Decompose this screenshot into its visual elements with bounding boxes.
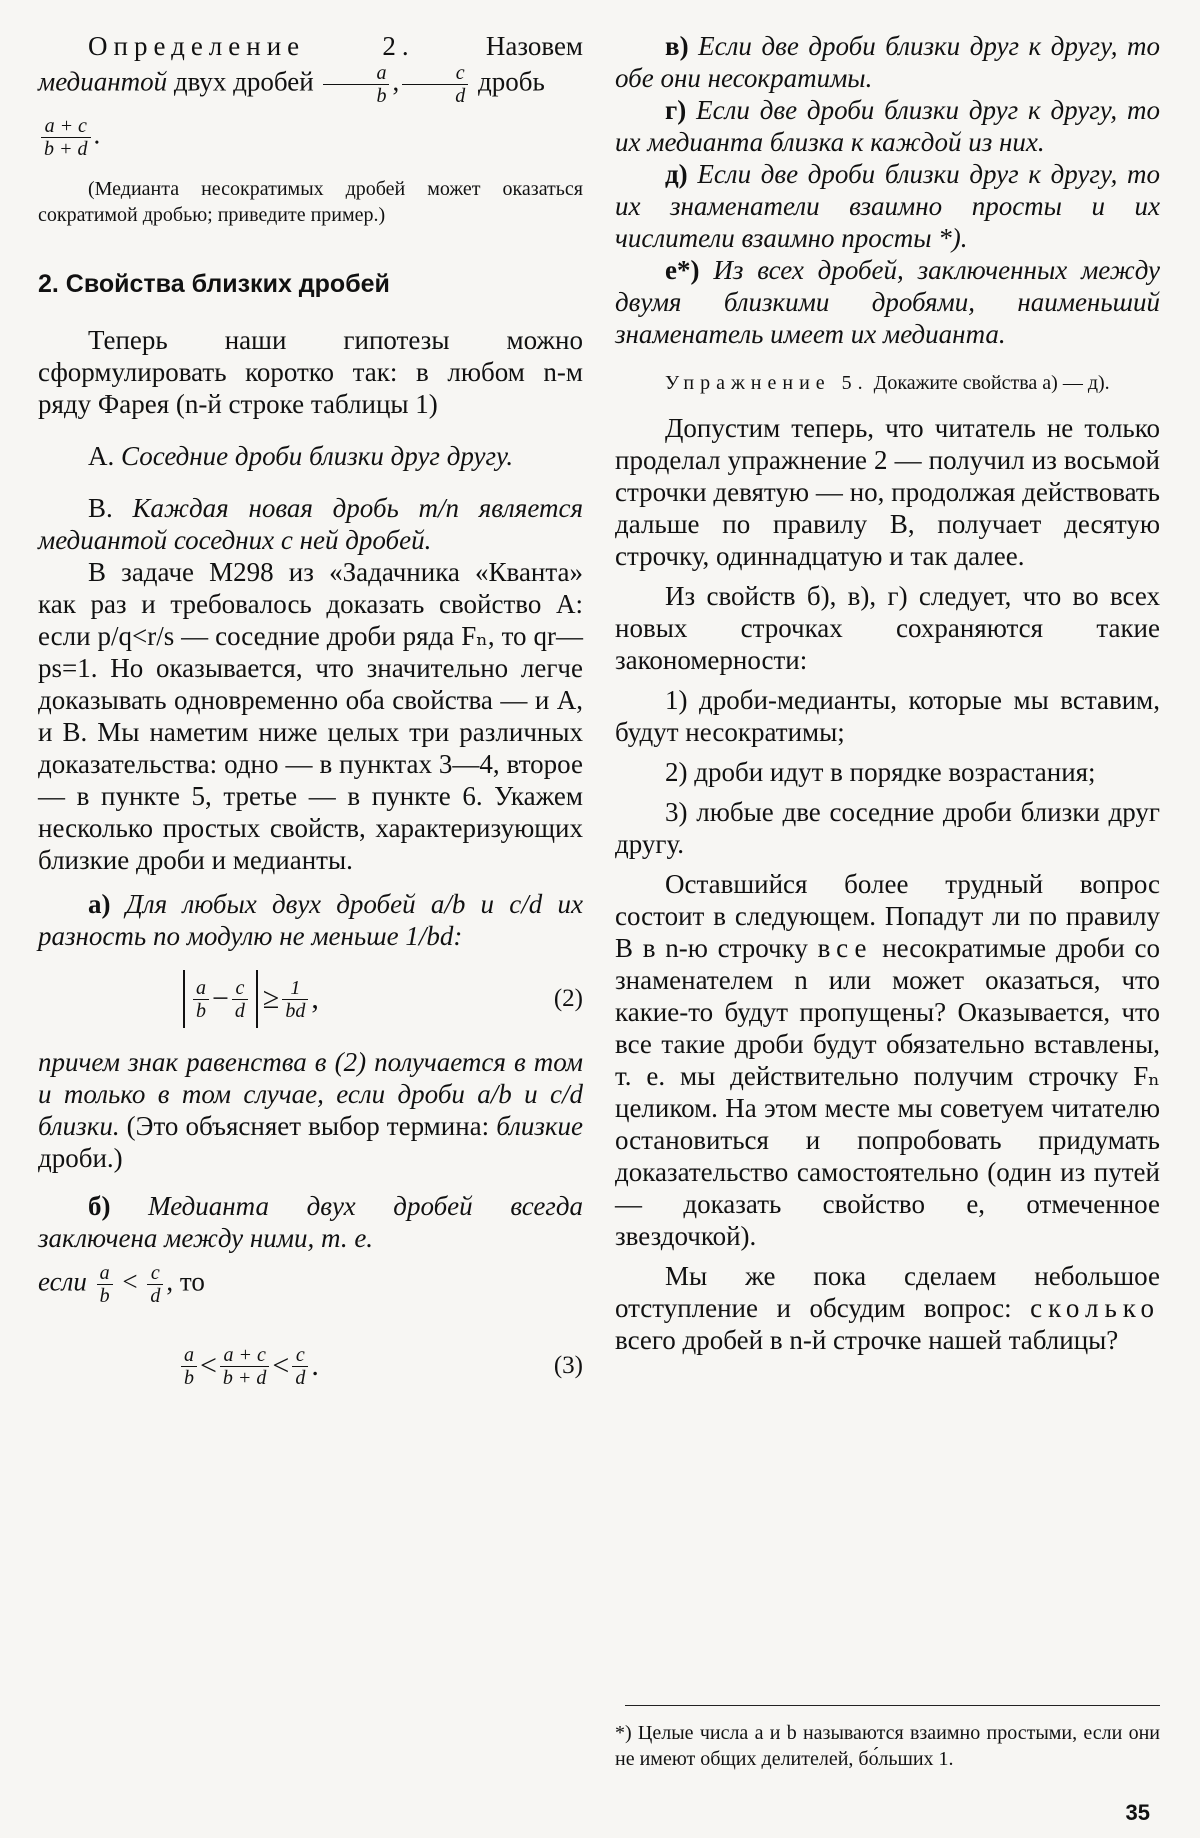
equation-number-2: (2) bbox=[553, 985, 583, 1012]
formula-2: $\frac{a}{b}$ − $\frac{c}{d}$ ≥ $\frac{1}{bd}$ , (2) bbox=[38, 964, 583, 1034]
item-e: е*) Из всех дробей, заключенных между двумя близкими дробями, наименьший знаменатель имеет их медианта. bbox=[615, 255, 1161, 349]
item-b-condition: если $\frac{a}{b}$ < $\frac{c}{d}$ , то bbox=[38, 1262, 205, 1307]
definition-term: медиантой bbox=[38, 66, 168, 97]
footnote: *) Целые числа a и b называются взаимно простыми, если они не имеют общих делителей, бо́льших 1. bbox=[615, 1722, 1160, 1770]
right-column bbox=[615, 30, 1160, 1356]
exercise-5: Упражнение 5. Докажите свойства а) — д). bbox=[665, 372, 1110, 394]
section-title: 2. Свойства близких дробей bbox=[38, 270, 390, 298]
problem-paragraph: В задаче М298 из «Задачника «Кванта» как раз и требовалось доказать свойство А: если p/q<r/s — соседние дроби ряда Fₙ, то qr—ps=1. Но оказывается, что значительно легче доказывать одновременно оба свойства — и А, и В. Мы наметим ниже целых три различных доказательства: одно — в пунктах 3—4, второе — в пункте 5, третье — в пункте 6. Укажем несколько простых свойств, характеризующих близкие дроби и медианты. bbox=[38, 557, 583, 875]
item-d: д) Если две дроби близки друг к другу, то их знаменатели взаимно просты и их числители взаимно просты *). bbox=[615, 159, 1160, 253]
page-number: 35 bbox=[1125, 1800, 1150, 1825]
list-item: 2) дроби идут в порядке возрастания; bbox=[665, 757, 1096, 787]
item-g: г) Если две дроби близки друг к другу, то их медианта близка к каждой из них. bbox=[615, 95, 1160, 157]
definition-paragraph: Определение 2. Назовем медиантой двух дробей $\frac{a}{b}$ , $\frac{c}{d}$ дробь bbox=[38, 31, 584, 107]
list-item: 3) любые две соседние дроби близки друг другу. bbox=[615, 797, 1160, 859]
definition-label: Определение 2. bbox=[88, 31, 415, 61]
formula-3: $\frac{a}{b}$ < $\frac{a + c}{b + d}$ < $\frac{c}{d}$ . (3) bbox=[38, 1331, 583, 1401]
property-A: А. Соседние дроби близки друг другу. bbox=[88, 441, 514, 471]
item-b: б) Медианта двух дробей всегда заключена между ними, т. е. bbox=[38, 1191, 584, 1253]
item-a-continued: причем знак равенства в (2) получается в том и только в том случае, если дроби a/b и c/d близки. (Это объясняет выбор термина: близкие дроби.) bbox=[38, 1047, 584, 1173]
paragraph-2: Из свойств б), в), г) следует, что во всех новых строчках сохраняются такие закономерности: bbox=[615, 581, 1160, 675]
intro-paragraph: Теперь наши гипотезы можно сформулировать коротко так: в любом n-м ряду Фарея (n-й строке таблицы 1) bbox=[38, 325, 583, 419]
item-a: а) Для любых двух дробей a/b и c/d их разность по модулю не меньше 1/bd: bbox=[38, 889, 583, 951]
left-column bbox=[38, 30, 583, 1401]
property-B: В. Каждая новая дробь m/n является медиантой соседних с ней дробей. bbox=[38, 493, 583, 555]
paragraph-3: Оставшийся более трудный вопрос состоит в следующем. Попадут ли по правилу В в n-ю строчку все несократимые дроби со знаменателем n или может оказаться, что какие-то будут пропущены? Оказывается, что все такие дроби будут обязательно вставлены, т. е. мы действительно получим строчку Fₙ целиком. На этом месте мы советуем читателю остановиться и попробовать придумать доказательство самостоятельно (один из путей — доказать свойство е, отмеченное звездочкой). bbox=[615, 869, 1161, 1251]
list-item: 1) дроби-медианты, которые мы вставим, будут несократимы; bbox=[615, 685, 1160, 747]
footnote-divider bbox=[625, 1705, 1160, 1706]
item-v: в) Если две дроби близки друг к другу, то обе они несократимы. bbox=[615, 31, 1161, 93]
paragraph-4: Мы же пока сделаем небольшое отступление и обсудим вопрос: сколько всего дробей в n-й строчке нашей таблицы? bbox=[615, 1261, 1161, 1355]
definition-note: (Медианта несократимых дробей может оказаться сократимой дробью; приведите пример.) bbox=[38, 178, 583, 226]
fraction-c-d: $\frac{c}{d}$ bbox=[402, 62, 468, 107]
paragraph-1: Допустим теперь, что читатель не только проделал упражнение 2 — получил из восьмой строчки девятую — но, продолжая действовать дальше по правилу В, получает десятую строчку, одиннадцатую и так далее. bbox=[615, 413, 1160, 571]
mediant-fraction: $\frac{a + c}{b + d}$ . bbox=[38, 115, 583, 160]
equation-number-3: (3) bbox=[553, 1352, 583, 1379]
fraction-a-b: $\frac{a}{b}$ bbox=[323, 62, 389, 107]
